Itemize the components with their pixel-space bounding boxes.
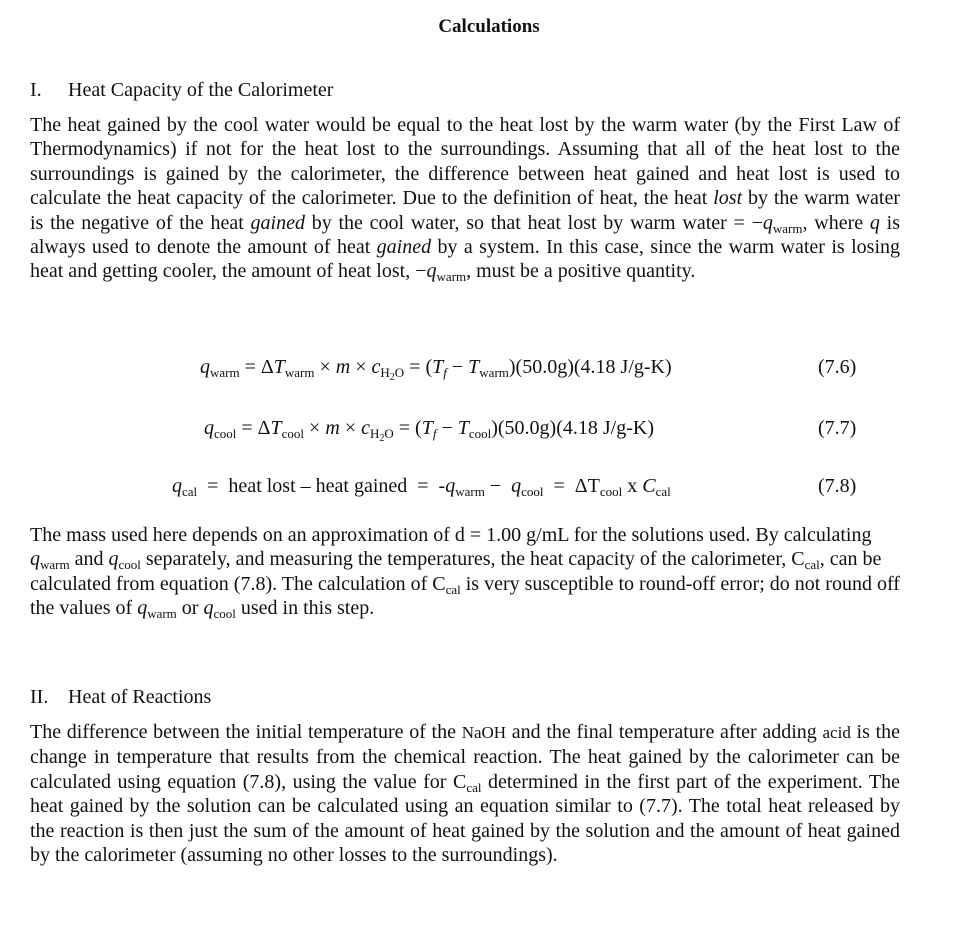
text-run: and the final temperature after adding — [506, 721, 823, 743]
equation-number: (7.7) — [818, 417, 857, 439]
text-run-italic: gained — [376, 236, 432, 259]
eq-text: )(50.0g)(4.18 J/g-K) — [491, 417, 654, 439]
subscript: cal — [804, 557, 820, 573]
q-symbol: q — [426, 260, 437, 283]
eq-text: )(50.0g)(4.18 J/g-K) — [508, 356, 672, 378]
text-run: The heat gained by the cool water would be equal to the heat lost by the warm water (by the First Law of Thermodynamics) if not for the heat lost to the surroundings. Assuming that all of the heat lost to the surroundings is gained by the calorimeter, the difference between heat gained and heat lost is used to calculate the heat capacity of the calorimeter. Due to the definition of heat, the heat — [30, 114, 900, 210]
subscript-part: 2 — [379, 433, 385, 444]
eq-text: − — [484, 475, 512, 497]
text-run: by the warm water is the negative of the heat — [30, 187, 900, 234]
m-symbol: m — [335, 356, 351, 378]
q-symbol: q — [445, 475, 456, 497]
subscript: warm — [210, 365, 240, 380]
q-symbol: q — [762, 211, 773, 234]
subscript: f — [443, 365, 447, 380]
subscript — [380, 365, 405, 383]
text-run: is very susceptible to round-off error; do not round off the values of — [30, 572, 900, 620]
equation-number: (7.8) — [818, 475, 857, 497]
c-symbol: c — [371, 356, 381, 378]
page-title: Calculations — [438, 16, 540, 37]
text-run: , where — [802, 211, 870, 234]
t-symbol: T — [468, 356, 480, 378]
text-run: , can be calculated from equation (7.8). The calculation of C — [30, 548, 882, 595]
subscript-part: H — [369, 426, 380, 441]
eq-text: = ΔT — [543, 475, 600, 497]
subscript — [369, 426, 394, 444]
subscript: warm — [436, 269, 467, 285]
subscript-part: O — [394, 365, 405, 380]
text-run: by the cool water, so that heat lost by warm water = − — [304, 211, 763, 234]
eq-text: × — [339, 417, 362, 439]
chemical-name: acid — [822, 723, 851, 742]
subscript: cal — [466, 779, 482, 795]
eq-text: = Δ — [239, 356, 274, 378]
text-run-italic: lost — [713, 187, 743, 210]
eq-text: × — [350, 356, 372, 378]
q-symbol: q — [172, 475, 182, 497]
subscript: warm — [772, 220, 803, 236]
c-symbol: c — [361, 417, 370, 439]
text-run: The mass used here depends on an approximation of d = 1.00 g/mL for the solutions used. By calculating — [30, 524, 872, 546]
subscript: cool — [118, 557, 141, 573]
subscript: warm — [479, 365, 509, 380]
q-symbol: q — [200, 356, 210, 378]
c-symbol: C — [642, 475, 656, 497]
q-symbol: q — [204, 417, 214, 439]
section-1-paragraph-1 — [30, 113, 900, 284]
text-run: and — [69, 548, 109, 571]
subscript: cool — [521, 484, 544, 499]
subscript: cool — [213, 606, 236, 622]
subscript: warm — [40, 557, 70, 573]
t-symbol: T — [457, 417, 469, 439]
t-symbol: T — [421, 417, 433, 439]
eq-text: = ( — [404, 356, 433, 378]
subscript: warm — [455, 484, 485, 499]
eq-text: − — [446, 356, 469, 378]
equation-7-8 — [172, 475, 671, 498]
q-symbol: q — [203, 597, 214, 620]
subscript: cal — [182, 484, 198, 499]
equation-7-7 — [204, 417, 654, 444]
subscript: cool — [214, 426, 237, 441]
q-symbol: q — [30, 548, 40, 571]
q-symbol: q — [108, 548, 119, 571]
q-symbol: q — [137, 597, 148, 620]
section-1-heading — [30, 79, 333, 102]
eq-text: × — [304, 417, 326, 439]
section-1-paragraph-2 — [30, 523, 900, 621]
m-symbol: m — [325, 417, 340, 439]
t-symbol: T — [432, 356, 444, 378]
eq-text: = ( — [393, 417, 422, 439]
text-run: separately, and measuring the temperatures, the heat capacity of the calorimeter, C — [140, 548, 805, 571]
subscript: warm — [284, 365, 315, 380]
subscript: warm — [147, 606, 177, 622]
subscript: cool — [468, 426, 492, 441]
eq-text: = Δ — [236, 417, 271, 439]
section-1-number: I. — [30, 79, 42, 101]
subscript: cool — [281, 426, 305, 441]
subscript: cal — [655, 484, 671, 499]
subscript: cool — [599, 484, 623, 499]
t-symbol: T — [273, 356, 285, 378]
subscript: cal — [445, 581, 461, 597]
equation-7-6 — [200, 356, 672, 383]
text-run: used in this step. — [235, 597, 375, 620]
text-run-italic: gained — [250, 211, 305, 234]
chemical-name: NaOH — [461, 723, 507, 742]
text-run: determined in the first part of the experiment. The heat gained by the solution can be calculated using an equation similar to (7.7). The total heat released by the reaction is then just the sum of the amount of heat gained by the solution and the amount of heat gained by the calorimeter (assuming no other losses to the surroundings). — [30, 770, 900, 867]
section-2-paragraph — [30, 720, 900, 867]
eq-text: − — [436, 417, 458, 439]
eq-text: x — [622, 475, 643, 497]
section-2-heading — [30, 686, 211, 709]
subscript: f — [432, 426, 437, 441]
text-run: is the change in temperature that results from the chemical reaction. The heat gained by the calorimeter can be calculated using equation (7.8), using the value for C — [30, 721, 900, 793]
t-symbol: T — [270, 417, 282, 439]
subscript-part: H — [380, 365, 390, 380]
eq-text: × — [314, 356, 336, 378]
section-2-title: Heat of Reactions — [68, 686, 212, 708]
text-run: , must be a positive quantity. — [466, 260, 696, 283]
text-run: or — [176, 597, 204, 620]
section-2-number: II. — [30, 686, 49, 708]
text-run: by a system. In this case, since the warm water is losing heat and getting cooler, the amount of heat lost, − — [30, 236, 900, 283]
subscript-part: 2 — [389, 372, 395, 383]
text-run: is always used to denote the amount of heat — [30, 211, 900, 259]
eq-text: = heat lost – heat gained = - — [197, 475, 446, 497]
section-1-title: Heat Capacity of the Calorimeter — [68, 79, 334, 101]
equation-number: (7.6) — [818, 356, 857, 378]
subscript-part: O — [384, 426, 394, 441]
text-run: The difference between the initial temperature of the — [30, 721, 462, 743]
q-symbol: q — [869, 211, 880, 234]
q-symbol: q — [511, 475, 522, 497]
